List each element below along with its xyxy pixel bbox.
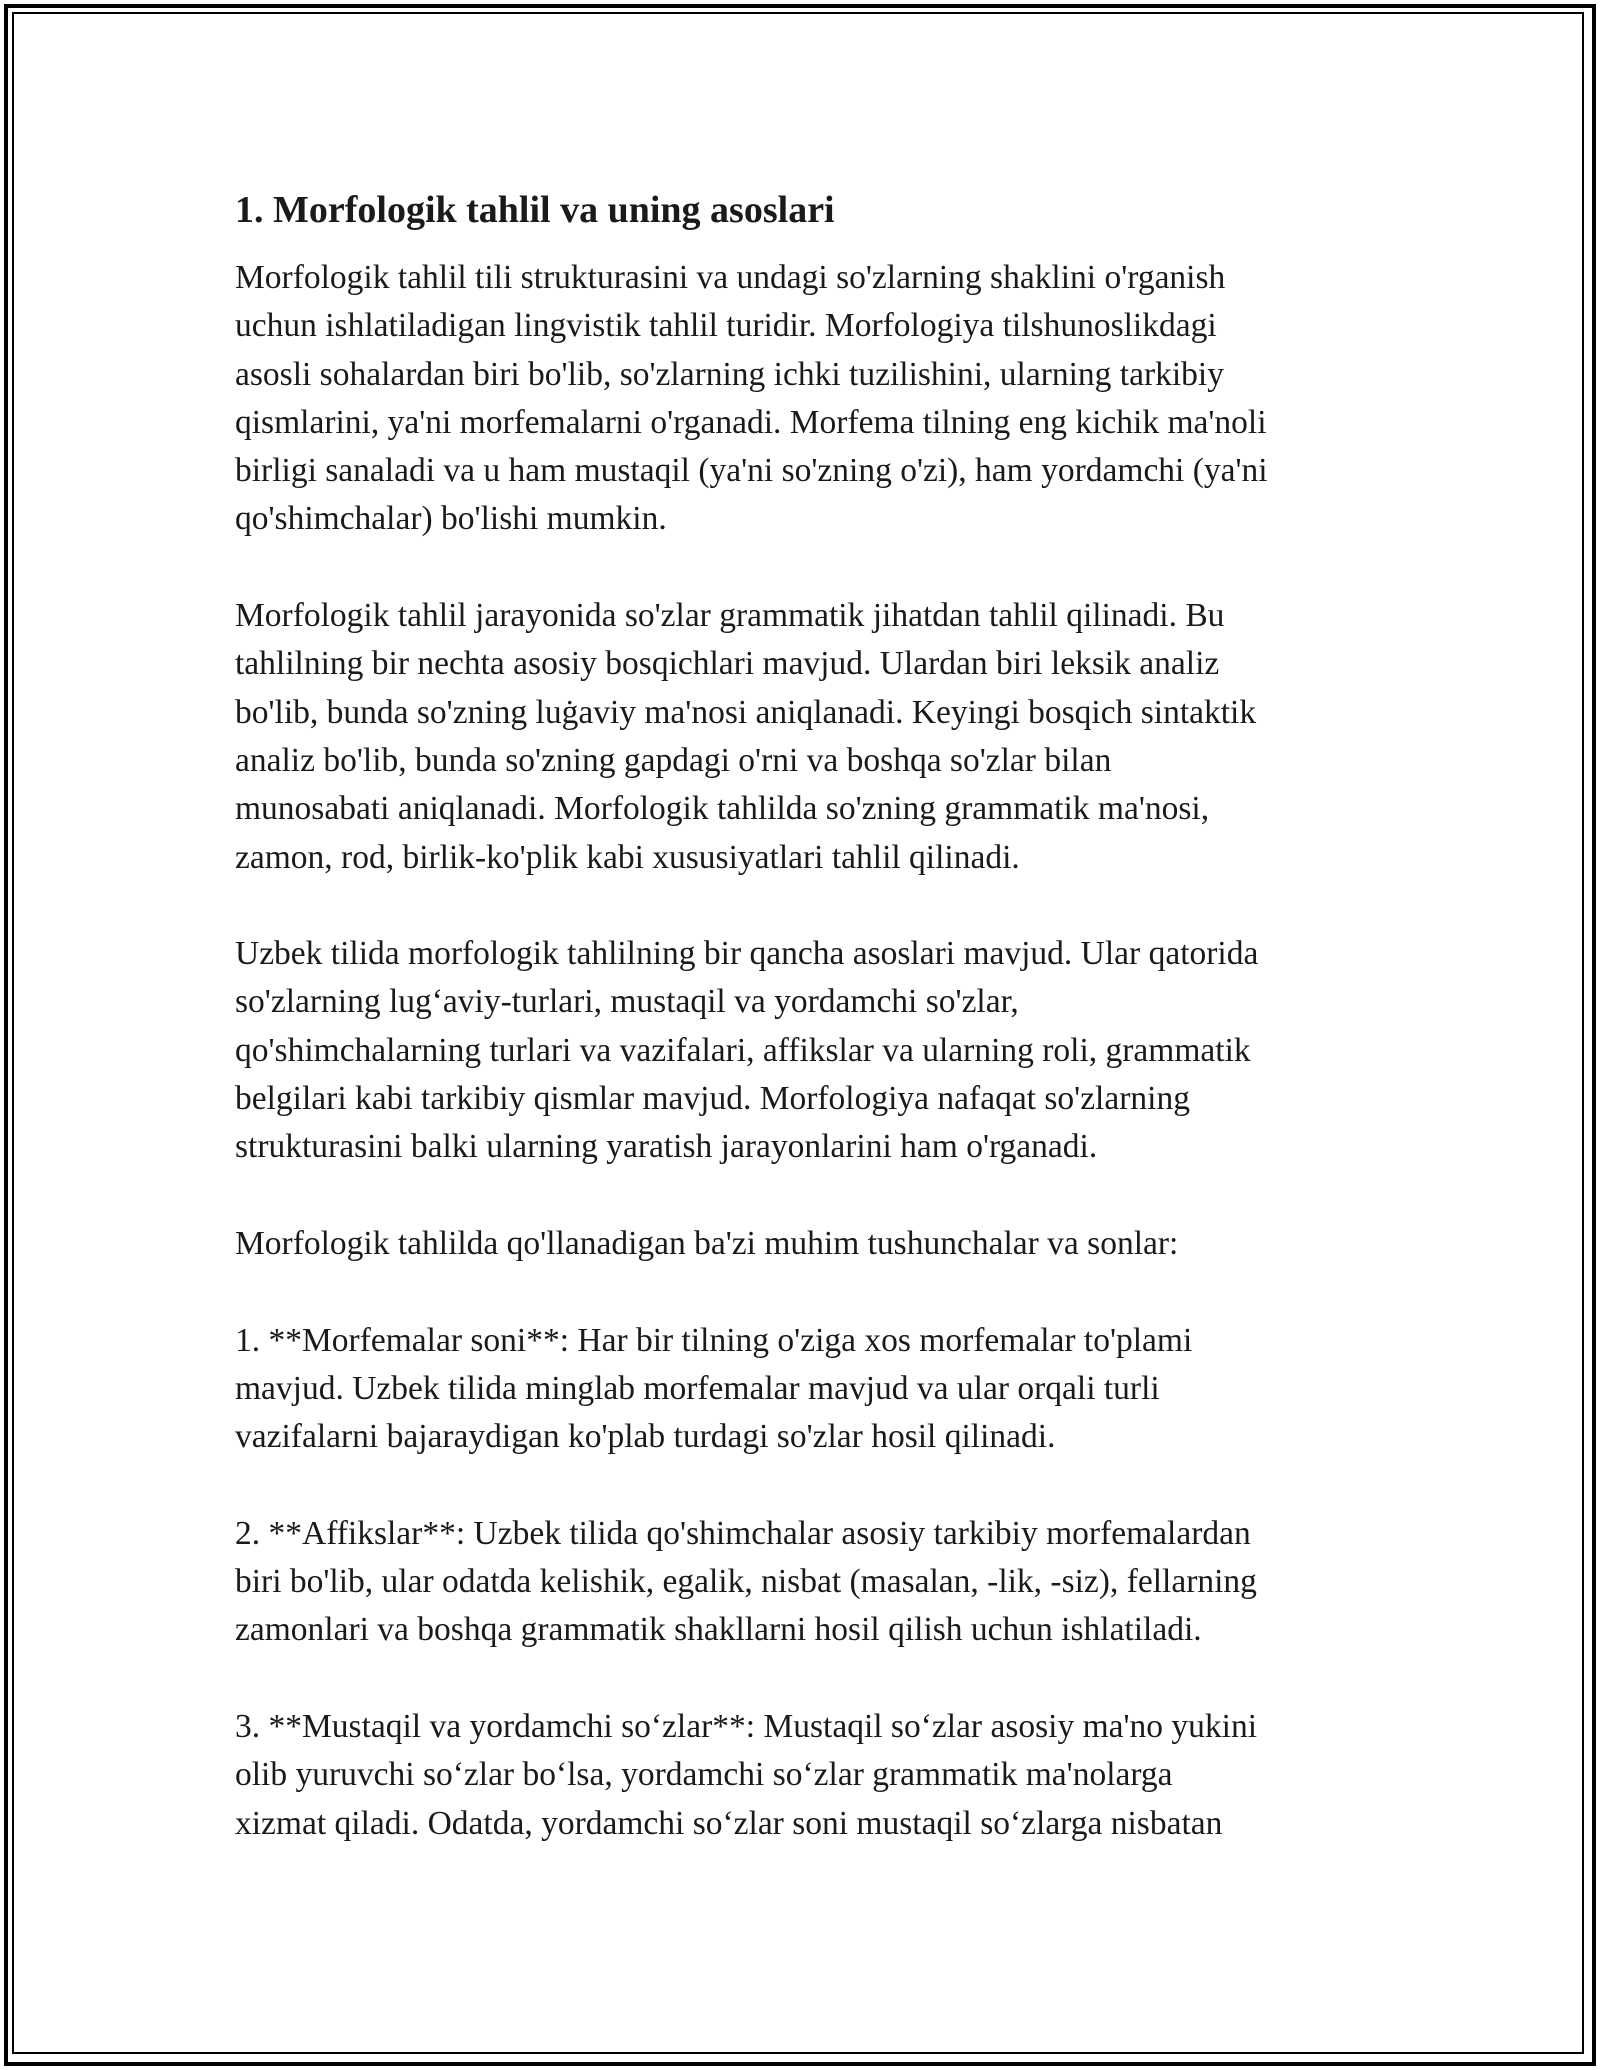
paragraph-intro: Morfologik tahlil tili strukturasini va undagi so'zlarning shaklini o'rganish uchun ishlatiladigan lingvistik tahlil turidir. Morfologiya tilshunoslikdagi asosli sohalardan biri bo'lib, so'zlarning ichki tuzilishini, ularning tarkibiy qismlarini, ya'ni morfemalarni o'rganadi. Morfema tilning eng kichik ma'noli birligi sanaladi va u ham mustaqil (ya'ni so'zning o'zi), ham yordamchi (ya'ni qo'shimchalar) bo'lishi mumkin. (235, 259, 1268, 538)
document-body (235, 186, 1385, 1896)
paragraph-concepts-intro: Morfologik tahlilda qo'llanadigan ba'zi muhim tushunchalar va sonlar: (235, 1224, 1179, 1262)
paragraph-uzbek-foundations: Uzbek tilida morfologik tahlilning bir qancha asoslari mavjud. Ular qatorida so'zlarning lug‘aviy-turlari, mustaqil va yordamchi so'zlar, qo'shimchalarning turlari va vazifalari, affikslar va ularning roli, grammatik belgilari kabi tarkibiy qismlar mavjud. Morfologiya nafaqat so'zlarning strukturasini balki ularning yaratish jarayonlarini ham o'rganadi. (235, 935, 1259, 1166)
paragraph-analysis-process: Morfologik tahlil jarayonida so'zlar grammatik jihatdan tahlil qilinadi. Bu tahlilning bir nechta asosiy bosqichlari mavjud. Ulardan biri leksik analiz bo'lib, bunda so'zning luġaviy ma'nosi aniqlanadi. Keyingi bosqich sintaktik analiz bo'lib, bunda so'zning gapdagi o'rni va boshqa so'zlar bilan munosabati aniqlanadi. Morfologik tahlilda so'zning grammatik ma'nosi, zamon, rod, birlik-ko'plik kabi xususiyatlari tahlil qilinadi. (235, 597, 1257, 876)
document-title: 1. Morfologik tahlil va uning asoslari (235, 189, 835, 231)
list-item-independent-auxiliary-words: 3. **Mustaqil va yordamchi so‘zlar**: Mustaqil so‘zlar asosiy ma'no yukini olib yuruvchi so‘zlar bo‘lsa, yordamchi so‘zlar grammatik ma'nolarga xizmat qiladi. Odatda, yordamchi so‘zlar soni mustaqil so‘zlarga nisbatan (235, 1707, 1258, 1842)
list-item-affixes: 2. **Affikslar**: Uzbek tilida qo'shimchalar asosiy tarkibiy morfemalardan biri bo'lib, ular odatda kelishik, egalik, nisbat (masalan, -lik, -siz), fellarning zamonlari va boshqa grammatik shakllarni hosil qilish uchun ishlatiladi. (235, 1514, 1257, 1649)
list-item-morphemes: 1. **Morfemalar soni**: Har bir tilning o'ziga xos morfemalar to'plami mavjud. Uzbek tilida minglab morfemalar mavjud va ular orqali turli vazifalarni bajaraydigan ko'plab turdagi so'zlar hosil qilinadi. (235, 1321, 1193, 1456)
